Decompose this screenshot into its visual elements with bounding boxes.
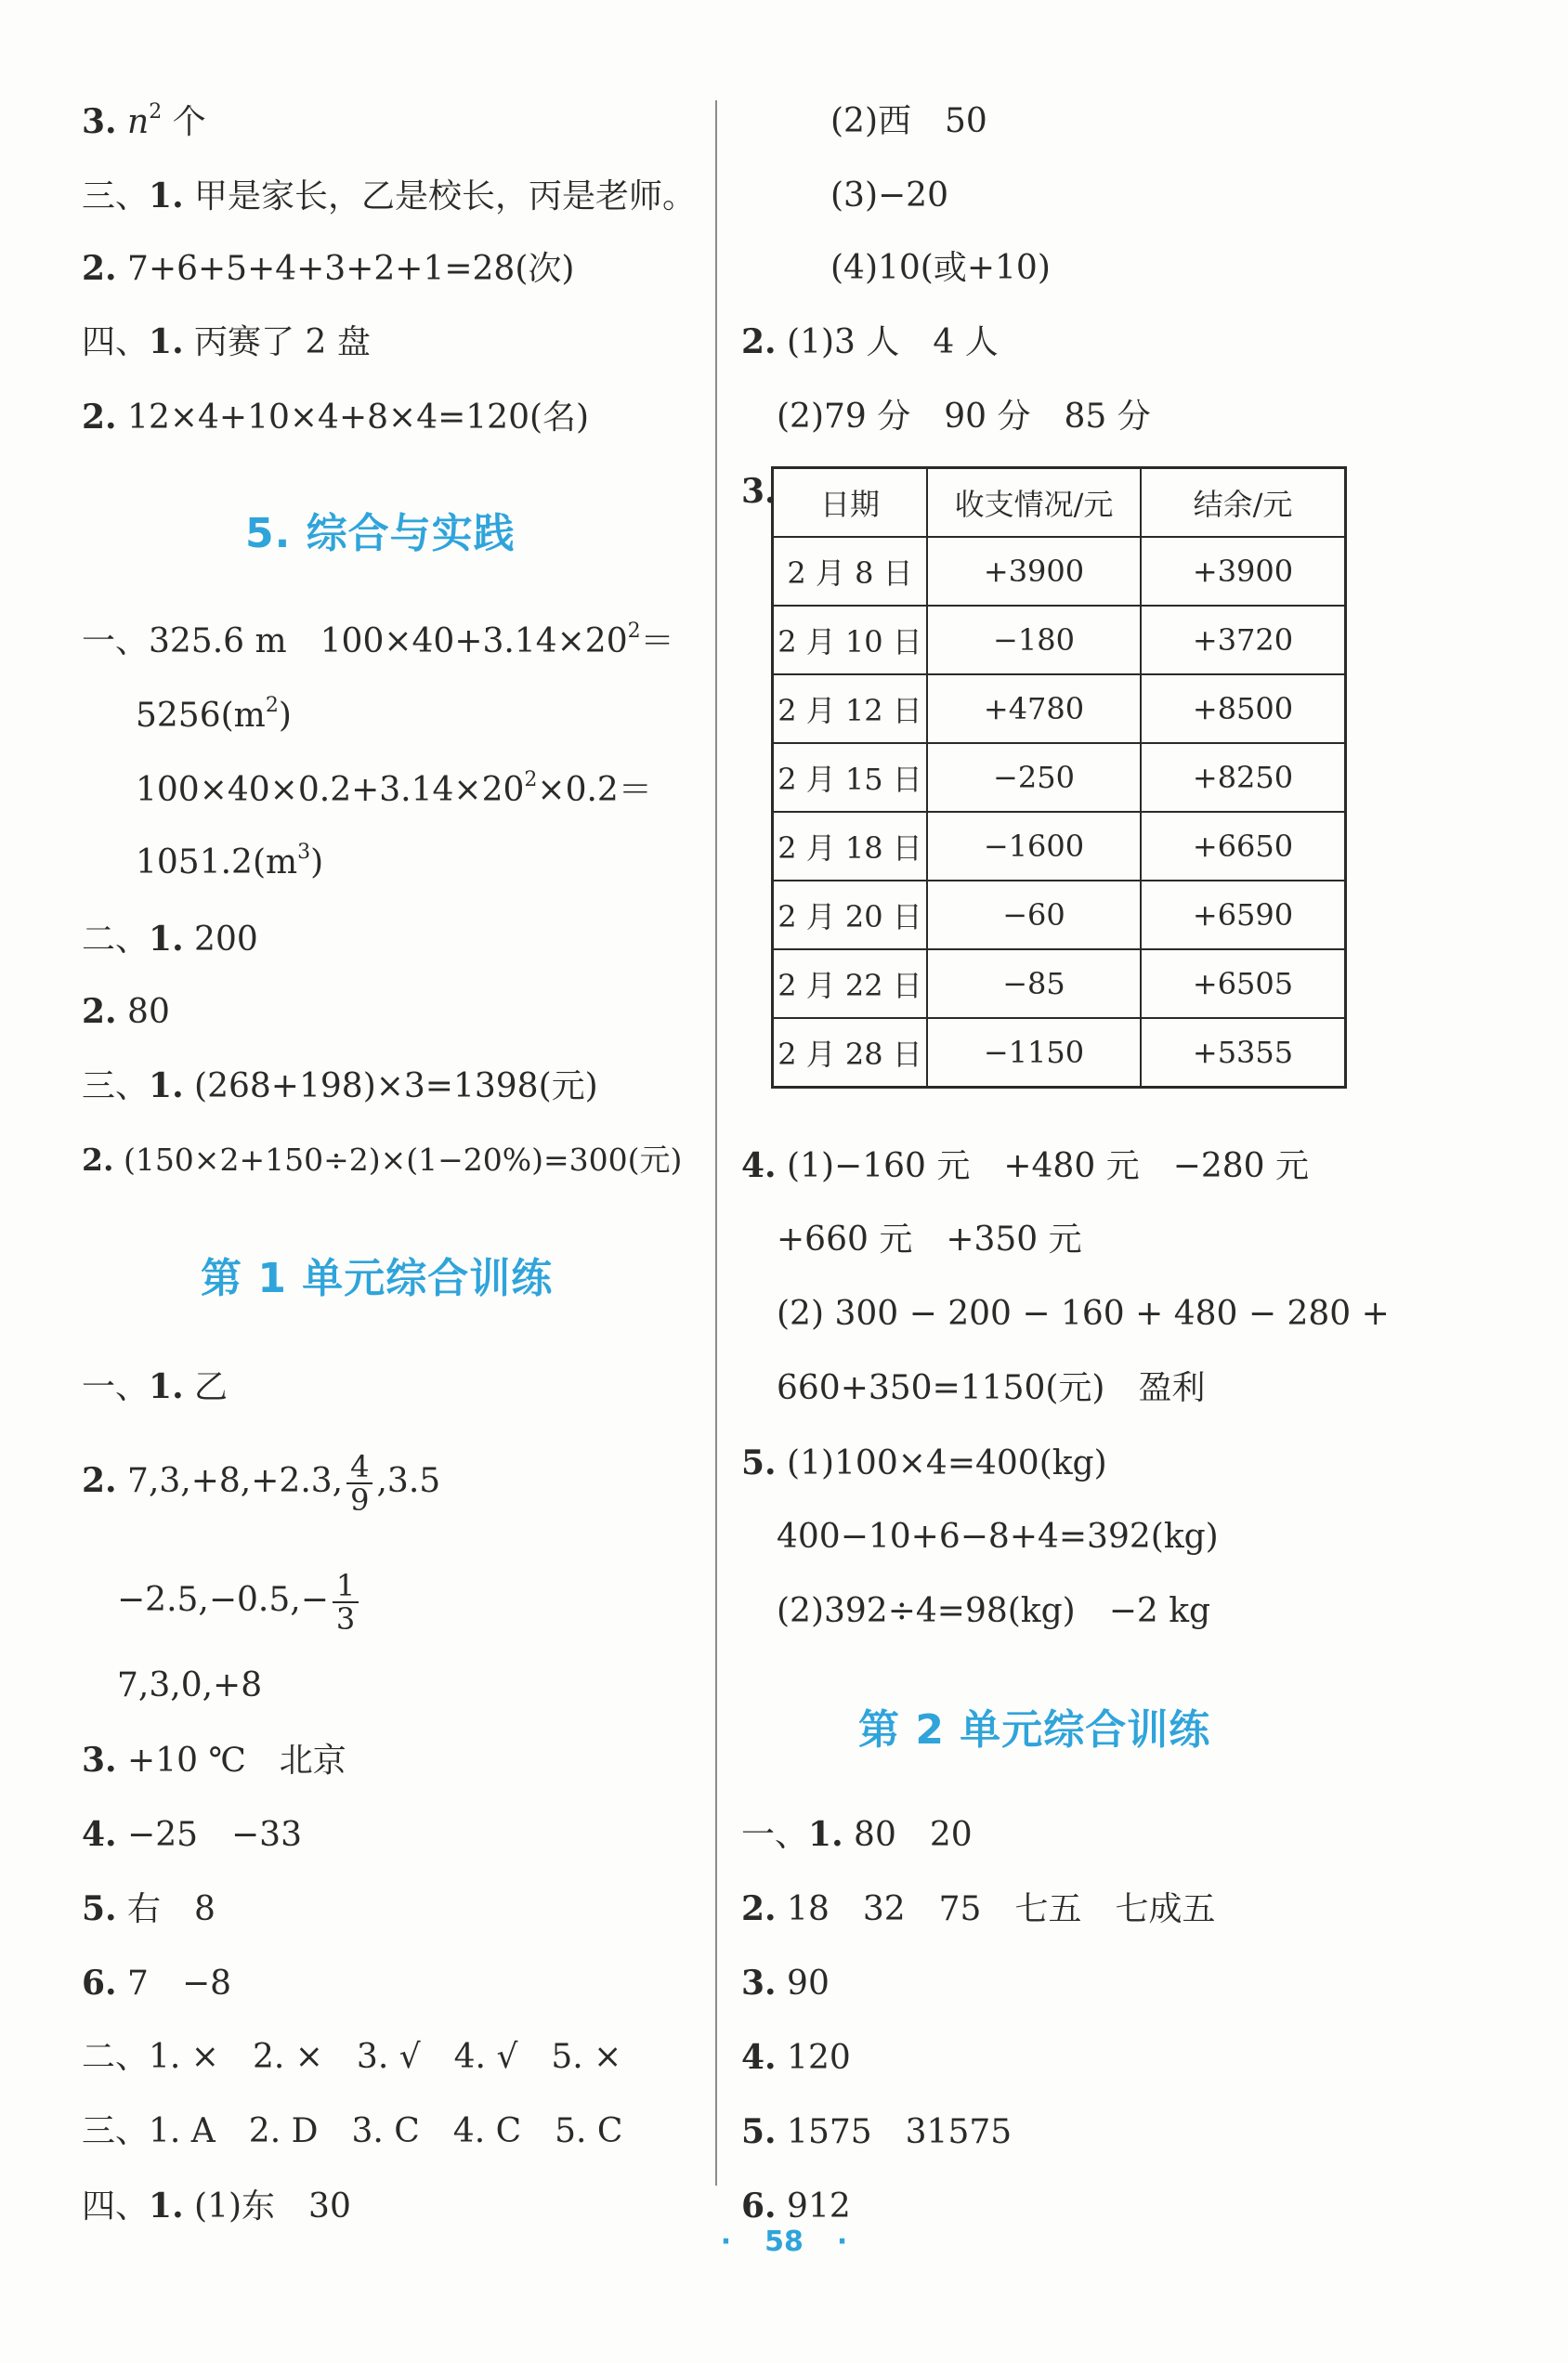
answer-line: 5. 1575 31575 (741, 2112, 1013, 2151)
table-cell: 2 月 12 日 (773, 674, 928, 743)
answer-line: 5. (1)100×4=400(kg) (741, 1443, 1107, 1482)
table-row (773, 743, 1346, 812)
table-cell: 2 月 22 日 (773, 949, 928, 1018)
table-cell: −250 (927, 743, 1141, 812)
table-cell: +8500 (1141, 674, 1346, 743)
table-row (773, 812, 1346, 881)
answer-line: 2. 18 32 75 七五 七成五 (741, 1889, 1216, 1928)
answer-line: 6. 7 −8 (82, 1964, 232, 2003)
fraction: $\frac{4}{9}$ (346, 1451, 372, 1516)
answer-line: 2. (150×2+150÷2)×(1−20%)=300(元) (82, 1142, 683, 1178)
table-cell: 2 月 28 日 (773, 1018, 928, 1088)
answer-line: −2.5,−0.5,− $\frac{1}{3}$ (117, 1570, 362, 1635)
answer-line: 3. 90 (741, 1964, 830, 2003)
answer-line: 一、325.6 m $100\times 40+3.14\times 20^2=$ (82, 620, 674, 660)
answer-line: 四、1. (1)东 30 (82, 2187, 351, 2226)
section-heading: 第 2 单元综合训练 (858, 1706, 1211, 1754)
table-header-row (773, 468, 1346, 538)
fraction: $\frac{1}{3}$ (333, 1570, 359, 1635)
page-number: · 58 · (720, 2226, 848, 2258)
column-divider (715, 100, 717, 2186)
table-cell: +3900 (927, 537, 1141, 606)
answer-line: (2)西 50 (830, 102, 987, 140)
answer-line: +660 元 +350 元 (777, 1221, 1082, 1259)
table-header-cell: 日期 (773, 468, 928, 538)
answer-line: (4)10(或+10) (830, 249, 1051, 287)
answer-line: 三、1. A 2. D 3. C 4. C 5. C (82, 2112, 623, 2150)
table-cell: 2 月 18 日 (773, 812, 928, 881)
table-cell: 2 月 10 日 (773, 606, 928, 674)
answer-line: 4. 120 (741, 2038, 851, 2077)
table-row (773, 1018, 1346, 1088)
answer-line: 3. +10 ℃ 北京 (82, 1741, 346, 1780)
table-cell: 2 月 20 日 (773, 881, 928, 949)
answer-line: 二、1. 200 (82, 920, 258, 959)
dot-left: · (720, 2226, 732, 2258)
table-cell: +8250 (1141, 743, 1346, 812)
table-cell: +3720 (1141, 606, 1346, 674)
answer-line: 3. $n^2$ 个 (82, 100, 206, 141)
table-cell: 2 月 8 日 (773, 537, 928, 606)
answer-line: 2. 12×4+10×4+8×4=120(名) (82, 398, 590, 437)
dot-right: · (836, 2226, 848, 2258)
table-cell: +3900 (1141, 537, 1346, 606)
answer-line: $1051.2(m^3)$ (136, 841, 324, 881)
answer-line: 4. (1)−160 元 +480 元 −280 元 (741, 1146, 1309, 1185)
answer-line: 6. 912 (741, 2187, 851, 2226)
table-cell: −85 (927, 949, 1141, 1018)
answer-line: 二、1. × 2. × 3. √ 4. √ 5. × (82, 2038, 622, 2076)
answer-line: (2) 300 − 200 − 160 + 480 − 280 + (777, 1295, 1390, 1333)
table-cell: +6650 (1141, 812, 1346, 881)
table-row (773, 674, 1346, 743)
table-cell: −180 (927, 606, 1141, 674)
section-heading: 5. 综合与实践 (245, 510, 516, 557)
answer-line: 2. 7,3,+8,+2.3, $\frac{4}{9}$ ,3.5 (82, 1449, 441, 1518)
table-row (773, 949, 1346, 1018)
answer-line: 四、1. 丙赛了 2 盘 (82, 322, 371, 361)
answer-line: (2)392÷4=98(kg) −2 kg (777, 1592, 1211, 1630)
answer-line: 一、1. 80 20 (741, 1815, 973, 1854)
table-cell: +6590 (1141, 881, 1346, 949)
answer-line: (2)79 分 90 分 85 分 (777, 398, 1151, 436)
table-row (773, 881, 1346, 949)
table-header-cell: 收支情况/元 (927, 468, 1141, 538)
table-cell: +4780 (927, 674, 1141, 743)
answer-line: 7,3,0,+8 (117, 1666, 263, 1704)
answer-line: 2. 80 (82, 992, 170, 1031)
answer-line: $100\times 40\times 0.2+3.14\times 20^2\times 0.2=$ (136, 768, 652, 809)
answer-line: (3)−20 (830, 176, 948, 215)
answer-line: 4. −25 −33 (82, 1815, 302, 1854)
table-row (773, 606, 1346, 674)
answer-line: 2. (1)3 人 4 人 (741, 322, 999, 361)
table-cell: −1150 (927, 1018, 1141, 1088)
table-header-cell: 结余/元 (1141, 468, 1346, 538)
answer-line: 400−10+6−8+4=392(kg) (777, 1518, 1219, 1556)
answer-line: 三、1. 甲是家长，乙是校长，丙是老师。 (82, 176, 697, 215)
table-cell: +5355 (1141, 1018, 1346, 1088)
section-heading: 第 1 单元综合训练 (201, 1255, 554, 1302)
answer-line: 660+350=1150(元) 盈利 (777, 1369, 1206, 1407)
table-cell: +6505 (1141, 949, 1346, 1018)
table-cell: −1600 (927, 812, 1141, 881)
answer-line: 三、1. (268+198)×3=1398(元) (82, 1066, 598, 1105)
table-row (773, 537, 1346, 606)
answer-line: 3. (741, 472, 777, 511)
answer-line: 5. 右 8 (82, 1889, 216, 1928)
table-cell: 2 月 15 日 (773, 743, 928, 812)
ledger-table (771, 466, 1347, 1089)
answer-line: 2. 7+6+5+4+3+2+1=28(次) (82, 249, 575, 288)
answer-line: 一、1. 乙 (82, 1367, 229, 1406)
answer-line: $5256(m^2)$ (136, 694, 292, 735)
table-cell: −60 (927, 881, 1141, 949)
